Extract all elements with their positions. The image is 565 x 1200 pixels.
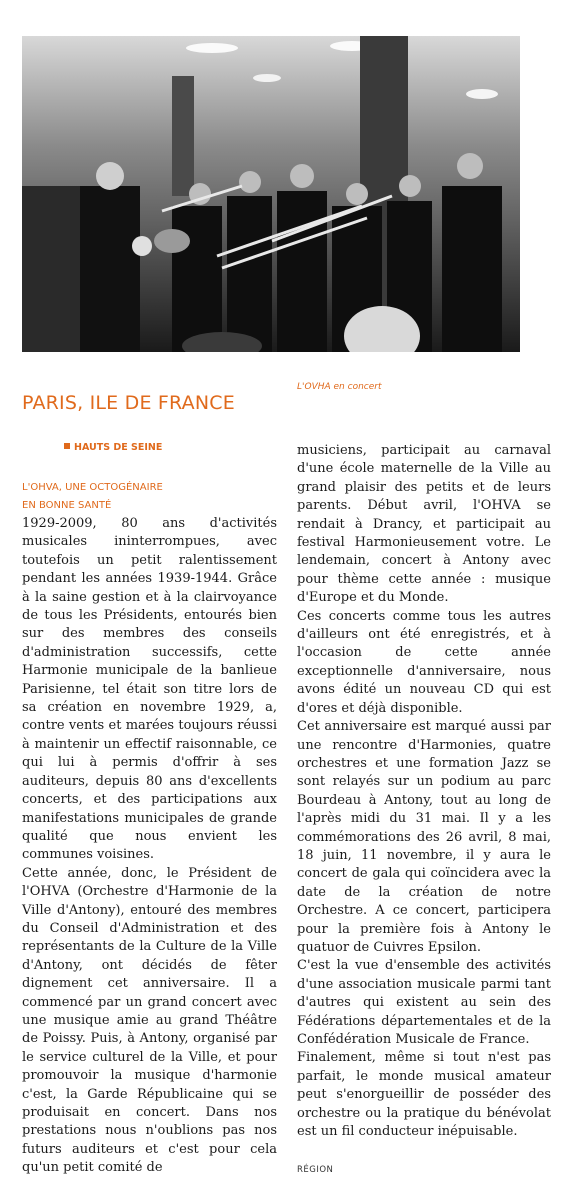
page-footer: RÉGION	[297, 1165, 334, 1175]
article-title-line-2: EN BONNE SANTÉ	[22, 500, 112, 511]
article-paragraph: 1929-2009, 80 ans d'activités musicales ininterrompues, avec toutefois un petit ralentissement pendant les années 1939-1944. Grâce à la saine gestion et à la clairvoyance de tous les Présidents, entourés bien sur des membres des conseils d'administration successifs, cette Harmonie municipale de la banlieue Parisienne, tel était son titre lors de sa création en novembre 1929, a, contre vents et marées toujours réussi à maintenir un effectif raisonnable, ce qui lui à permis d'offrir à ses auditeurs, depuis 80 ans d'excellents concerts, et des participations aux manifestations municipales de grande qualité que nous envient les communes voisines.	[22, 516, 277, 863]
concert-photo-image	[22, 36, 520, 352]
article-title	[22, 479, 262, 515]
section-label	[64, 442, 162, 453]
article-paragraph: musiciens, participait au carnaval d'une école maternelle de la Ville au grand plaisir des petits et de leurs parents. Début avril, l'OHVA se rendait à Drancy, et participait au festival Harmonieusement votre. Le lendemain, concert à Antony avec pour thème cette année : musique d'Europe et du Monde.	[297, 443, 551, 606]
article-column-left	[22, 515, 277, 1178]
article-paragraph: Cet anniversaire est marqué aussi par une rencontre d'Harmonies, quatre orchestres et une formation Jazz se sont relayés sur un podium au parc Bourdeau à Antony, tout au long de l'après midi du 31 mai. Il y a les commémorations des 26 avril, 8 mai, 18 juin, 11 novembre, il y aura le concert de gala qui coïncidera avec la date de la création de notre Orchestre. A ce concert, participera pour la première fois à Antony le quatuor de Cuivres Epsilon.	[297, 719, 551, 955]
article-paragraph: Finalement, même si tout n'est pas parfait, le monde musical amateur peut s'enorgueillir de posséder des orchestre ou la pratique du bénévolat est un fil conducteur inépuisable.	[297, 1050, 551, 1140]
photo-caption: L'OVHA en concert	[297, 382, 382, 392]
article-paragraph: Cette année, donc, le Président de l'OHVA (Orchestre d'Harmonie de la Ville d'Antony), entouré des membres du Conseil d'Administration et des représentants de la Culture de la Ville d'Antony, ont décidés de fêter dignement cet anniversaire. Il a commencé par un grand concert avec une musique amie au grand Théâtre de Poissy. Puis, à Antony, organisé par le service culturel de la Ville, et pour promouvoir la musique d'harmonie c'est, la Garde Républicaine qui se produisait en concert. Dans nos prestations nous n'oublions pas nos futurs auditeurs et c'est pour cela qu'un petit comité de	[22, 865, 277, 1176]
article-paragraph: Ces concerts comme tous les autres d'ailleurs ont été enregistrés, et à l'occasion de cette année exceptionnelle d'anniversaire, nous avons édité un nouveau CD qui est d'ores et déjà disponible.	[297, 608, 551, 716]
article-paragraph: C'est la vue d'ensemble des activités d'une association musicale parmi tant d'autres qui existent au sein des Fédérations départementales et de la Confédération Musicale de France.	[297, 958, 551, 1047]
article-column-right	[297, 442, 551, 1141]
section-label-text: HAUTS DE SEINE	[74, 442, 163, 453]
concert-photo	[22, 36, 520, 352]
article-title-line-1: L'OHVA, UNE OCTOGÉNAIRE	[22, 482, 163, 493]
region-title: PARIS, ILE DE FRANCE	[22, 392, 235, 414]
square-bullet-icon	[64, 443, 70, 449]
